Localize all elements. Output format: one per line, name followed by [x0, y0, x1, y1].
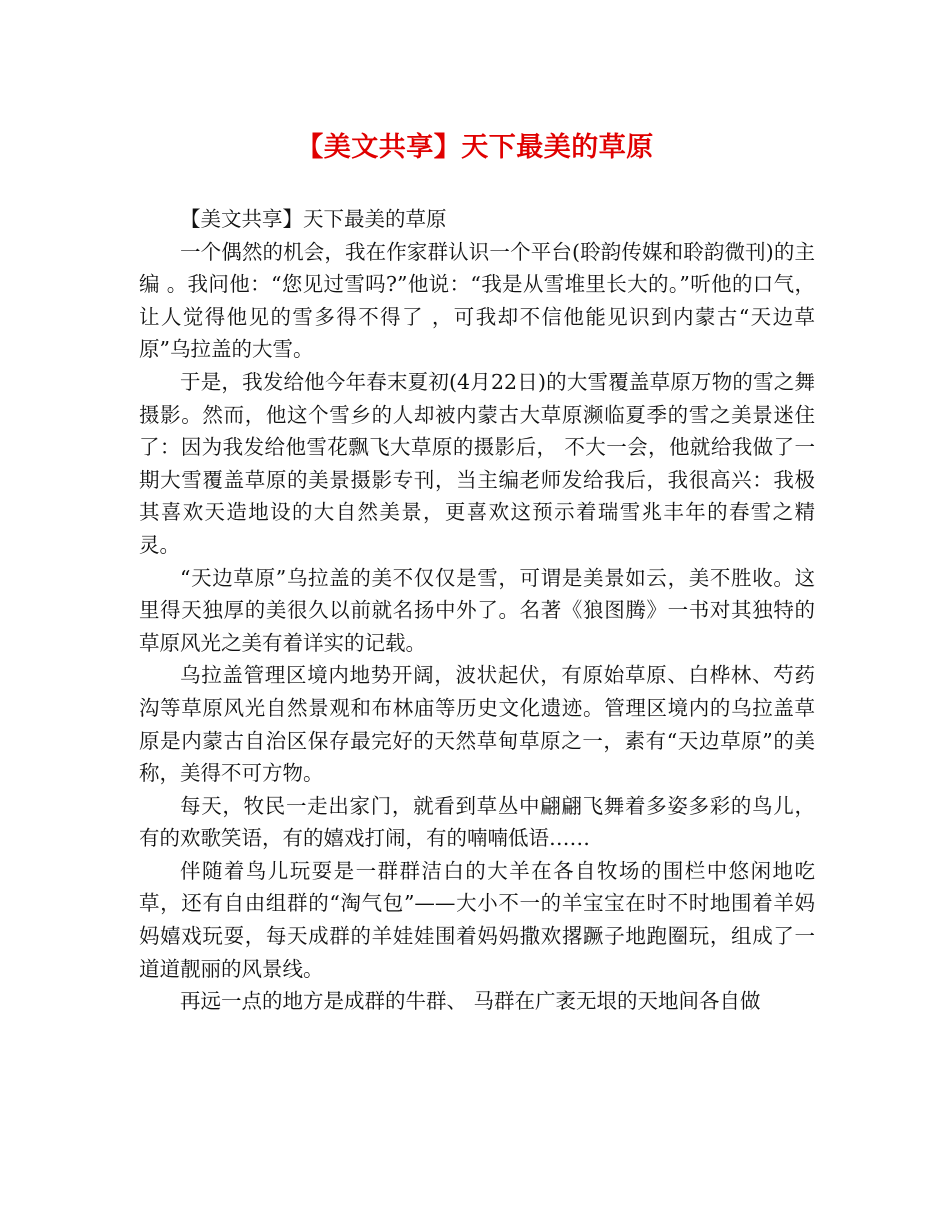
paragraph-heading: 【美文共享】天下最美的草原 [180, 207, 447, 231]
page-title: 【美文共享】天下最美的草原 [296, 132, 654, 163]
article-body [139, 203, 815, 1018]
paragraph: “天边草原”乌拉盖的美不仅仅是雪，可谓是美景如云，美不胜收。这里得天独厚的美很久以前就名扬中外了。名著《狼图腾》一书对其独特的草原风光之美有着详实的记载。 [139, 565, 815, 655]
paragraph: 于是，我发给他今年春末夏初(4月22日)的大雪覆盖草原万物的雪之舞摄影。然而，他这个雪乡的人却被内蒙古大草原濒临夏季的雪之美景迷住了：因为我发给他雪花飘飞大草原的摄影后， 不大一会，他就给我做了一期大雪覆盖草原的美景摄影专刊，当主编老师发给我后，我很高兴：我极其喜欢天造地设的大自然美景，更喜欢这预示着瑞雪兆丰年的春雪之精灵。 [139, 369, 815, 557]
paragraph: 一个偶然的机会，我在作家群认识一个平台(聆韵传媒和聆韵微刊)的主编 。我问他：“您见过雪吗?”他说：“我是从雪堆里长大的。”听他的口气，让人觉得他见的雪多得不得了 ，可我却不信他能见识到内蒙古“天边草原”乌拉盖的大雪。 [139, 239, 815, 362]
paragraph: 乌拉盖管理区境内地势开阔，波状起伏，有原始草原、白桦林、芍药沟等草原风光自然景观和布林庙等历史文化遗迹。管理区境内的乌拉盖草原是内蒙古自治区保存最完好的天然草甸草原之一，素有“天边草原”的美称，美得不可方物。 [139, 663, 815, 786]
paragraph: 再远一点的地方是成群的牛群、 马群在广袤无垠的天地间各自做 [180, 989, 761, 1014]
paragraph: 每天，牧民一走出家门，就看到草丛中翩翩飞舞着多姿多彩的鸟儿，有的欢歌笑语，有的嬉戏打闹，有的喃喃低语…… [139, 793, 815, 851]
paragraph: 伴随着鸟儿玩耍是一群群洁白的大羊在各自牧场的围栏中悠闲地吃草，还有自由组群的“淘气包”——大小不一的羊宝宝在时不时地围着羊妈妈嬉戏玩耍，每天成群的羊娃娃围着妈妈撒欢撂蹶子地跑圈玩，组成了一道道靓丽的风景线。 [139, 858, 815, 981]
